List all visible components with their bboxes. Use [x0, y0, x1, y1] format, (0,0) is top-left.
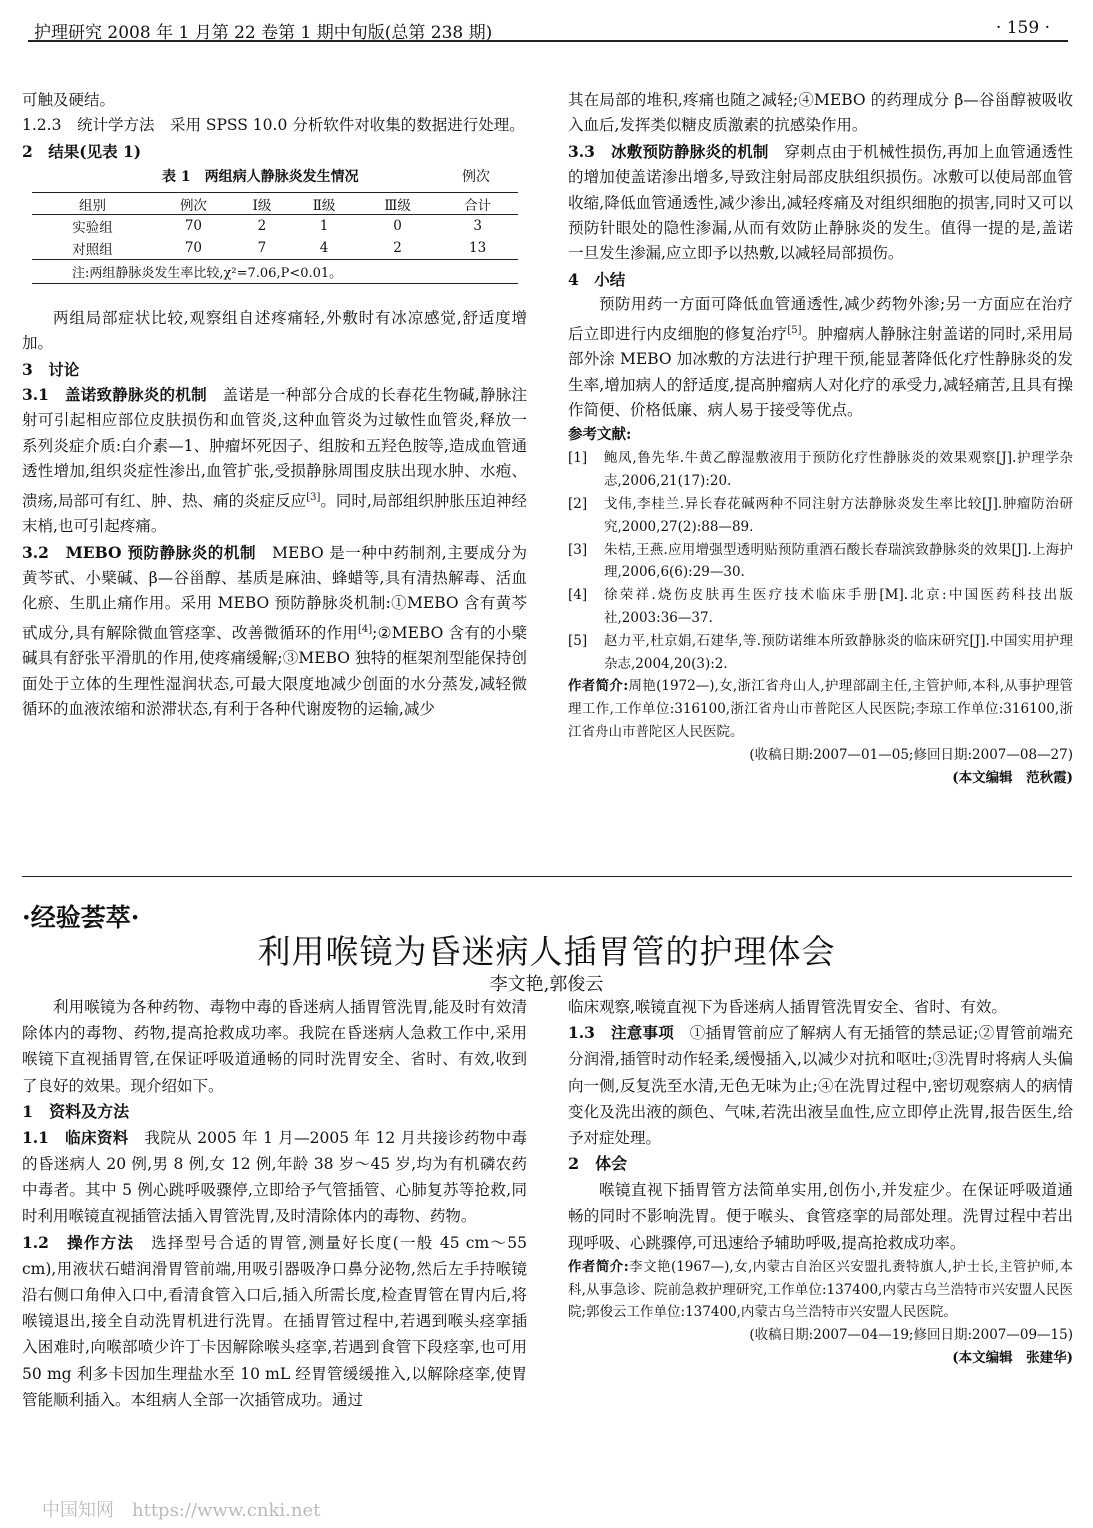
author-text: 周艳(1972—),女,浙江省舟山人,护理部副主任,主管护师,本科,从事护理管理工作,工作单位:316100,浙江省舟山市普陀区人民医院;李琼工作单位:316100,浙江省舟山市普陀区人民医院。: [568, 678, 1074, 740]
stats-method: 1.2.3 统计学方法 采用 SPSS 10.0 分析软件对收集的数据进行处理。: [22, 116, 525, 135]
body-text: 选择型号合适的胃管,测量好长度(一般 45 cm～55 cm),用液状石蜡润滑胃管前端,用吸引器吸净口鼻分泌物,然后左手持喉镜沿右侧口角伸入口中,看清食管入口后,插入所需长度,检查胃管在胃内后,将喉镜退出,接全自动洗胃机进行洗胃。在插胃管过程中,若遇到喉头痉挛插入困难时,向喉部喷少许丁卡因解除喉头痉挛,若遇到食管下段痉挛,也可用 50 mg 利多卡因加生理盐水至 10 mL 经胃管缓缓推入,以解除痉挛,使胃管能顺利插入。本组病人全部一次插管成功。通过: [22, 1233, 528, 1409]
table-note: 注:两组静脉炎发生率比较,χ²=7.06,P<0.01。: [32, 259, 518, 284]
table-caption-row: [22, 164, 527, 190]
table-cell: 2: [393, 239, 402, 256]
references-heading: 参考文献:: [568, 426, 632, 444]
ref-number: [3]: [568, 541, 588, 558]
table-header: 组别: [79, 197, 107, 214]
paragraph: 两组局部症状比较,观察组自述疼痛轻,外敷时有冰凉感觉,舒适度增加。: [22, 308, 527, 353]
citation: [3]: [306, 491, 321, 503]
summary-paragraph: [568, 292, 1073, 423]
citation: [4]: [357, 623, 373, 635]
table-caption: 表 1 两组病人静脉炎发生情况: [162, 169, 359, 186]
article-title: 利用喉镜为昏迷病人插胃管的护理体会: [257, 932, 836, 971]
paragraph-1-3: [568, 1020, 1073, 1151]
author-text: 李文艳(1967—),女,内蒙古自治区兴安盟扎赉特旗人,护士长,主管护师,本科,从事急诊、院前急救护理研究,工作单位:137400,内蒙古乌兰浩特市兴安盟人民医院;郭俊云工作单位:137400,内蒙古乌兰浩特市兴安盟人民医院。: [568, 1258, 1073, 1321]
subheading: 1.2 操作方法: [22, 1232, 135, 1252]
body-text: 。肿瘤病人静脉注射盖诺的同时,采用局部外涂 MEBO 加冰敷的方法进行护理干预,能显著降低化疗性静脉炎的发生率,增加病人的舒适度,提高肿瘤病人对化疗的承受力,减轻痛苦,且具有操作简便、价格低廉、病人易于接受等优点。: [568, 324, 1073, 420]
table-row: [32, 215, 518, 237]
article-divider: [22, 876, 1072, 877]
ref-text: 戈伟,李桂兰.异长春花碱两种不同注射方法静脉炎发生率比较[J].肿瘤防治研究,2000,27(2):88—89.: [604, 496, 1073, 535]
article-authors: 李文艳,郭俊云: [489, 974, 604, 995]
subheading: 3.3 冰敷预防静脉炎的机制: [568, 141, 769, 161]
editor-credit: (本文编辑 范秋霞): [952, 769, 1073, 786]
table-header: Ⅰ级: [252, 197, 272, 214]
reference-item: [568, 539, 1073, 585]
paragraph: 可触及硬结。: [22, 91, 116, 109]
table-cell: 实验组: [72, 219, 113, 236]
citation: [5]: [787, 324, 802, 336]
editor-credit: (本文编辑 张建华): [952, 1350, 1073, 1367]
table-header: 例次: [179, 197, 207, 214]
table-cell: 70: [184, 217, 203, 234]
body-text: 我院从 2005 年 1 月—2005 年 12 月共接诊药物中毒的昏迷病人 20 例,男 8 例,女 12 例,年龄 38 岁～45 岁,均为有机磷农药中毒者。其中 5 例心跳呼吸骤停,立即给予气管插管、心肺复苏等抢救,同时利用喉镜直视插管法插入胃管洗胃,及时清除体内的毒物、药物。: [22, 1128, 527, 1226]
article2-left-column: [22, 994, 527, 1413]
table-header: Ⅲ级: [384, 197, 411, 214]
paragraph: 临床观察,喉镜直视下为昏迷病人插胃管洗胃安全、省时、有效。: [568, 998, 1007, 1016]
paragraph: 其在局部的堆积,疼痛也随之减轻;④MEBO 的药理成分 β—谷甾醇被吸收入血后,发挥类似糖皮质激素的抗感染作用。: [568, 91, 1073, 135]
table-cell: 13: [469, 239, 487, 256]
ref-text: 朱桔,王燕.应用增强型透明贴预防重酒石酸长春瑞滨致静脉炎的效果[J].上海护理,2006,6(6):29—30.: [604, 541, 1073, 581]
table-cell: 7: [257, 239, 267, 256]
table-header-row: [32, 193, 518, 215]
table-cell: 1: [319, 217, 329, 234]
running-header: [28, 14, 1068, 42]
subheading: 1.1 临床资料: [22, 1127, 129, 1147]
body-text: 。同时,局部组织肿胀压迫神经末梢,也可引起疼痛。: [22, 491, 527, 536]
journal-info: 护理研究 2008 年 1 月第 22 卷第 1 期中旬版(总第 238 期): [34, 23, 493, 43]
subheading: 3.1 盖诺致静脉炎的机制: [22, 384, 207, 404]
body-text: 盖诺是一种部分合成的长春花生物碱,静脉注射可引起相应部位皮肤损伤和血管炎,这种血管炎为过敏性血管炎,释放一系列炎症介质:白介素—1、肿瘤坏死因子、组胺和五羟色胺等,造成血管通透性增加,组织炎症性渗出,血管扩张,受损静脉周围皮肤出现水肿、水疱、溃疡,局部可有红、肿、热、痛的炎症反应: [22, 385, 527, 510]
ref-number: [5]: [568, 632, 588, 649]
ref-number: [2]: [568, 496, 588, 513]
paragraph-1-2: [22, 1230, 527, 1413]
paragraph-3-2: [22, 540, 527, 723]
section-rubric: ·经验荟萃·: [22, 903, 140, 932]
experience-heading: 2 体会: [568, 1154, 628, 1174]
paragraph: 喉镜直视下插胃管方法简单实用,创伤小,并发症少。在保证呼吸道通畅的同时不影响洗胃。便于喉头、食管痉挛的局部处理。洗胃过程中若出现呼吸、心跳骤停,可迅速给予辅助呼吸,提高抢救成功率。: [568, 1181, 1073, 1252]
left-column: [22, 88, 527, 723]
page-number: · 159 ·: [995, 18, 1050, 38]
author-label: 作者简介:: [568, 1258, 629, 1275]
paragraph-3-3: [568, 139, 1073, 267]
results-heading: 2 结果(见表 1): [22, 141, 142, 161]
reference-item: [568, 493, 1073, 539]
article2-right-column: [568, 994, 1073, 1370]
ref-number: [1]: [568, 450, 588, 467]
table-cell: 4: [319, 239, 329, 256]
summary-heading: 4 小结: [568, 269, 626, 289]
table-row: [32, 237, 518, 259]
author-bio: [568, 1256, 1073, 1324]
author-bio: [568, 675, 1073, 743]
table-cell: 对照组: [72, 241, 113, 258]
table-unit: 例次: [462, 169, 490, 186]
body-text: ①插胃管前应了解病人有无插管的禁忌证;②胃管前端充分润滑,插管时动作轻柔,缓慢插入,以减少对抗和呕吐;③洗胃时将病人头偏向一侧,反复洗至水清,无色无味为止;④在洗胃过程中,密切观察病人的病情变化及洗出液的颜色、气味,若洗出液呈血性,应立即停止洗胃,报告医生,给予对症处理。: [568, 1024, 1073, 1148]
received-dates: (收稿日期:2007—04—19;修回日期:2007—09—15): [749, 1327, 1073, 1344]
reference-item: [568, 630, 1073, 676]
cnki-watermark: 中国知网 https://www.cnki.net: [42, 1500, 321, 1521]
subheading: 3.2 MEBO 预防静脉炎的机制: [22, 542, 257, 562]
results-table: [32, 192, 518, 259]
table-cell: 70: [184, 239, 203, 256]
received-dates: (收稿日期:2007—01—05;修回日期:2007—08—27): [749, 746, 1073, 763]
right-column: [568, 88, 1073, 789]
table-header: 合计: [464, 197, 492, 214]
table-cell: 2: [257, 217, 267, 234]
body-text: 穿刺点由于机械性损伤,再加上血管通透性的增加使盖诺渗出增多,导致注射局部皮肤组织损伤。冰敷可以使局部血管收缩,降低血管通透性,减少渗出,减轻疼痛及对组织细胞的损害,同时又可以预防针眼处的隐性渗漏,从而有效防止静脉炎的发生。值得一提的是,盖诺一旦发生渗漏,应立即予以热敷,以减轻局部损伤。: [568, 142, 1073, 263]
reference-item: [568, 584, 1073, 630]
paragraph-1-1: [22, 1125, 527, 1230]
table-header: Ⅱ级: [312, 197, 336, 214]
body-text: MEBO 是一种中药制剂,主要成分为黄芩甙、小檗碱、β—谷甾醇、基质是麻油、蜂蜡等,具有清热解毒、活血化瘀、生肌止痛作用。采用 MEBO 预防静脉炎机制:①MEBO 含有黄芩甙成分,具有解除微血管痉挛、改善微循环的作用: [22, 543, 527, 642]
discussion-heading: 3 讨论: [22, 359, 80, 379]
body-text: 预防用药一方面可降低血管通透性,减少药物外渗;另一方面应在治疗后立即进行内皮细胞的修复治疗: [568, 295, 1073, 343]
author-label: 作者简介:: [568, 678, 629, 695]
subheading: 1.3 注意事项: [568, 1023, 674, 1043]
methods-heading: 1 资料及方法: [22, 1101, 130, 1121]
ref-text: 徐荣祥.烧伤皮肤再生医疗技术临床手册[M].北京:中国医药科技出版社,2003:36—37.: [604, 587, 1073, 627]
reference-item: [568, 447, 1073, 493]
ref-text: 鲍凤,鲁先华.牛黄乙醇湿敷液用于预防化疗性静脉炎的效果观察[J].护理学杂志,2006,21(17):20.: [604, 450, 1073, 490]
paragraph-3-1: [22, 382, 527, 540]
intro-paragraph: 利用喉镜为各种药物、毒物中毒的昏迷病人插胃管洗胃,能及时有效清除体内的毒物、药物,提高抢救成功率。我院在昏迷病人急救工作中,采用喉镜下直视插胃管,在保证呼吸道通畅的同时洗胃安全、省时、有效,收到了良好的效果。现介绍如下。: [22, 998, 527, 1095]
ref-number: [4]: [568, 587, 588, 604]
ref-text: 赵力平,杜京娟,石建华,等.预防诺维本所致静脉炎的临床研究[J].中国实用护理杂志,2004,20(3):2.: [604, 632, 1073, 672]
body-text: ;②MEBO 含有的小檗碱具有舒张平滑肌的作用,使疼痛缓解;③MEBO 独特的框架剂型能保持创面处于立体的生理性湿润状态,可最大限度地减少创面的水分蒸发,减轻微循环的血液浓缩和淤滞状态,有利于各种代谢废物的运输,减少: [22, 623, 527, 719]
table-cell: 0: [393, 217, 402, 234]
table-cell: 3: [473, 217, 482, 234]
